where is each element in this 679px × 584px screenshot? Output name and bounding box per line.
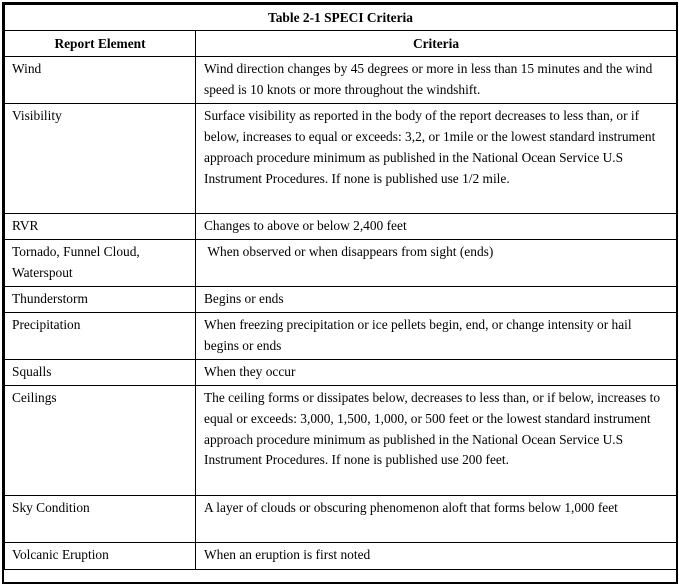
criteria-cell: When freezing precipitation or ice pellets begin, end, or change intensity or hail begins or ends xyxy=(196,312,677,359)
report-element-cell: Wind xyxy=(5,57,196,104)
table-row xyxy=(5,542,677,569)
header-criteria: Criteria xyxy=(196,31,677,57)
table-row xyxy=(5,359,677,385)
table-row xyxy=(5,286,677,312)
table-row xyxy=(5,312,677,359)
criteria-cell: When an eruption is first noted xyxy=(196,542,677,569)
table-row xyxy=(5,495,677,542)
criteria-cell: Surface visibility as reported in the body of the report decreases to less than, or if below, increases to equal or exceeds: 3,2, or 1mile or the lowest standard instrument approach procedure minimum as published in the National Ocean Service U.S Instrument Procedures. If none is published use 1/2 mile. xyxy=(196,104,677,214)
criteria-cell: The ceiling forms or dissipates below, decreases to less than, or if below, increases to equal or exceeds: 3,000, 1,500, 1,000, or 500 feet or the lowest standard instrument approach procedure minimum as published in the National Ocean Service U.S Instrument Procedures. If none is published use 200 feet. xyxy=(196,385,677,495)
report-element-cell: Volcanic Eruption xyxy=(5,542,196,569)
report-element-cell: Precipitation xyxy=(5,312,196,359)
criteria-cell: Changes to above or below 2,400 feet xyxy=(196,214,677,240)
report-element-cell: Visibility xyxy=(5,104,196,214)
table-row xyxy=(5,104,677,214)
criteria-cell: When observed or when disappears from sight (ends) xyxy=(196,239,677,286)
table-row xyxy=(5,239,677,286)
criteria-cell: A layer of clouds or obscuring phenomenon aloft that forms below 1,000 feet xyxy=(196,495,677,542)
table-row xyxy=(5,385,677,495)
criteria-cell: Wind direction changes by 45 degrees or more in less than 15 minutes and the wind speed is 10 knots or more throughout the windshift. xyxy=(196,57,677,104)
report-element-cell: Thunderstorm xyxy=(5,286,196,312)
header-report-element: Report Element xyxy=(5,31,196,57)
report-element-cell: Sky Condition xyxy=(5,495,196,542)
table-title: Table 2-1 SPECI Criteria xyxy=(5,5,677,31)
criteria-cell: Begins or ends xyxy=(196,286,677,312)
report-element-cell: RVR xyxy=(5,214,196,240)
report-element-cell: Ceilings xyxy=(5,385,196,495)
report-element-cell: Squalls xyxy=(5,359,196,385)
criteria-cell: When they occur xyxy=(196,359,677,385)
table-row xyxy=(5,214,677,240)
speci-criteria-table xyxy=(4,4,677,570)
report-element-cell: Tornado, Funnel Cloud, Waterspout xyxy=(5,239,196,286)
table-row xyxy=(5,57,677,104)
